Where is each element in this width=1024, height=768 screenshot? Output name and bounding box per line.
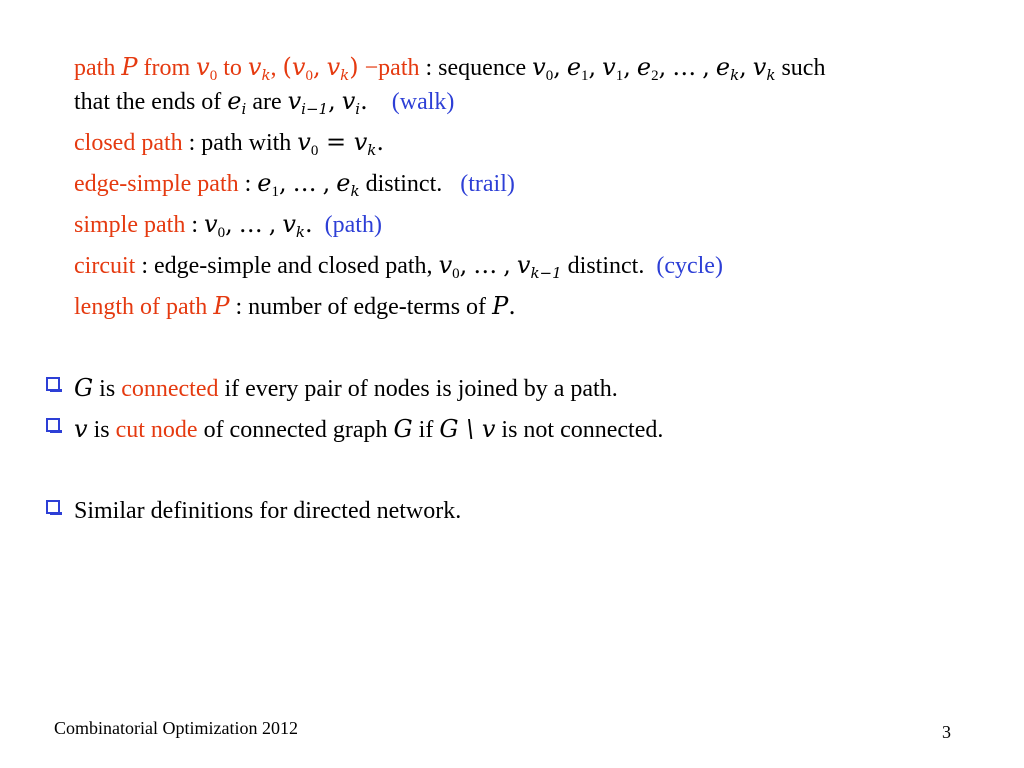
comma: , (270, 55, 277, 81)
v-symbol: v (282, 210, 296, 238)
bullet-icon (46, 418, 60, 432)
not-connected-text: is not connected. (495, 417, 664, 443)
v-symbol: v (353, 128, 368, 156)
comma: , (279, 169, 287, 197)
paren: ) (349, 53, 359, 81)
minus-path: −path (364, 55, 420, 81)
trail-tag: (trail) (460, 171, 515, 197)
v-symbol: v (532, 53, 546, 81)
comma: , (658, 53, 667, 81)
simple-path-definition (74, 210, 382, 239)
walk-tag: (walk) (391, 89, 455, 115)
page-number: 3 (942, 722, 951, 742)
node-symbol: v (74, 415, 88, 443)
bullet-icon (46, 500, 60, 514)
subscript: k (367, 141, 377, 159)
from-word: from (137, 55, 197, 81)
comma: , (588, 53, 597, 81)
v-symbol: v (602, 53, 616, 81)
v-symbol: v (516, 251, 531, 279)
v-symbol: v (341, 87, 356, 115)
path-symbol: P (213, 292, 230, 320)
graph-symbol: G (74, 374, 94, 402)
sequence-text: : sequence (419, 55, 533, 81)
comma: , (268, 210, 277, 238)
e-symbol: e (227, 87, 242, 115)
subscript: k (350, 182, 360, 200)
circuit-term: circuit (74, 253, 136, 279)
v-symbol: v (204, 210, 218, 238)
cycle-tag: (cycle) (656, 253, 723, 279)
cut-node-definition (74, 415, 663, 444)
subscript: 1 (581, 68, 589, 84)
footer-course-title: Combinatorial Optimization 2012 (54, 718, 298, 738)
period: . (376, 128, 385, 156)
v-symbol: v (438, 251, 453, 279)
subscript: 0 (452, 266, 460, 282)
connected-term: connected (121, 376, 219, 402)
colon: : (185, 212, 204, 238)
if-word: if (412, 417, 440, 443)
distinct-word: distinct. (359, 171, 443, 197)
graph-minus-node: G \ v (439, 415, 496, 443)
bullet-icon (46, 377, 60, 391)
graph-symbol: G (393, 415, 413, 443)
subscript: i (355, 100, 361, 118)
is-word: is (93, 376, 122, 402)
ellipsis: … (672, 53, 697, 81)
path-symbol: P (492, 292, 509, 320)
are-word: are (246, 89, 288, 115)
v-symbol: v (196, 53, 210, 81)
distinct-word: distinct. (561, 253, 645, 279)
e-symbol: e (336, 169, 351, 197)
circuit-definition (74, 251, 723, 280)
subscript: 0 (305, 68, 313, 84)
subscript: 0 (545, 68, 554, 84)
e-symbol: e (566, 53, 582, 81)
such-word: such (775, 55, 826, 81)
subscript: 0 (217, 225, 226, 241)
connected-text: if every pair of nodes is joined by a path. (218, 376, 618, 402)
ellipsis: … (473, 251, 498, 279)
v-symbol: v (291, 53, 306, 81)
length-definition (74, 292, 516, 321)
comma: , (459, 251, 468, 279)
v-symbol: v (247, 53, 262, 81)
ends-text: that the ends of (74, 89, 228, 115)
subscript: k−1 (530, 264, 562, 282)
directed-note (74, 497, 461, 525)
edge-simple-path-term: edge-simple path (74, 171, 239, 197)
subscript: 1 (615, 68, 624, 84)
subscript: 1 (271, 184, 279, 200)
cut-node-text: of connected graph (197, 417, 394, 443)
directed-text: Similar definitions for directed network. (74, 498, 462, 524)
period: . (360, 87, 368, 115)
subscript: k (340, 66, 350, 84)
subscript: 0 (209, 68, 218, 84)
length-text: : number of edge-terms of (229, 294, 493, 320)
length-label: length of path (74, 294, 214, 320)
v-symbol: v (297, 128, 311, 156)
connected-definition (74, 374, 618, 403)
subscript: i (241, 100, 247, 118)
comma: , (322, 169, 331, 197)
comma: , (739, 53, 747, 81)
path-label: path (74, 55, 122, 81)
subscript: i−1 (301, 100, 329, 118)
comma: , (328, 87, 336, 115)
subscript: k (766, 66, 776, 84)
closed-path-definition (74, 128, 384, 157)
subscript: k (261, 66, 271, 84)
comma: , (702, 53, 710, 81)
subscript: 0 (310, 143, 319, 159)
e-symbol: e (257, 169, 272, 197)
path-definition-line-1 (74, 53, 825, 82)
equals-sign: = (318, 128, 354, 156)
period: . (508, 292, 516, 320)
length-term (74, 294, 229, 320)
v-symbol: v (287, 87, 302, 115)
is-word: is (87, 417, 116, 443)
ellipsis: … (238, 210, 263, 238)
closed-path-term: closed path (74, 130, 183, 156)
comma: , (312, 53, 321, 81)
path-definition-line-2 (74, 87, 454, 116)
ellipsis: … (292, 169, 317, 197)
to-word: to (217, 55, 248, 81)
subscript: k (295, 223, 305, 241)
v-symbol: v (752, 53, 767, 81)
path-term (74, 53, 420, 84)
edge-simple-path-definition (74, 169, 515, 198)
subscript: 2 (651, 68, 659, 84)
e-symbol: e (715, 53, 731, 81)
paren: ( (282, 53, 292, 81)
cut-node-term: cut node (115, 417, 198, 443)
comma: , (623, 53, 631, 81)
path-tag: (path) (324, 212, 382, 238)
comma: , (225, 210, 233, 238)
comma: , (503, 251, 511, 279)
simple-path-term: simple path (74, 212, 186, 238)
circuit-text: : edge-simple and closed path, (135, 253, 439, 279)
subscript: k (730, 66, 740, 84)
v-symbol: v (326, 53, 341, 81)
e-symbol: e (636, 53, 652, 81)
closed-path-text: : path with (182, 130, 298, 156)
period: . (305, 210, 313, 238)
path-symbol: P (121, 53, 138, 81)
colon: : (238, 171, 258, 197)
comma: , (553, 53, 561, 81)
